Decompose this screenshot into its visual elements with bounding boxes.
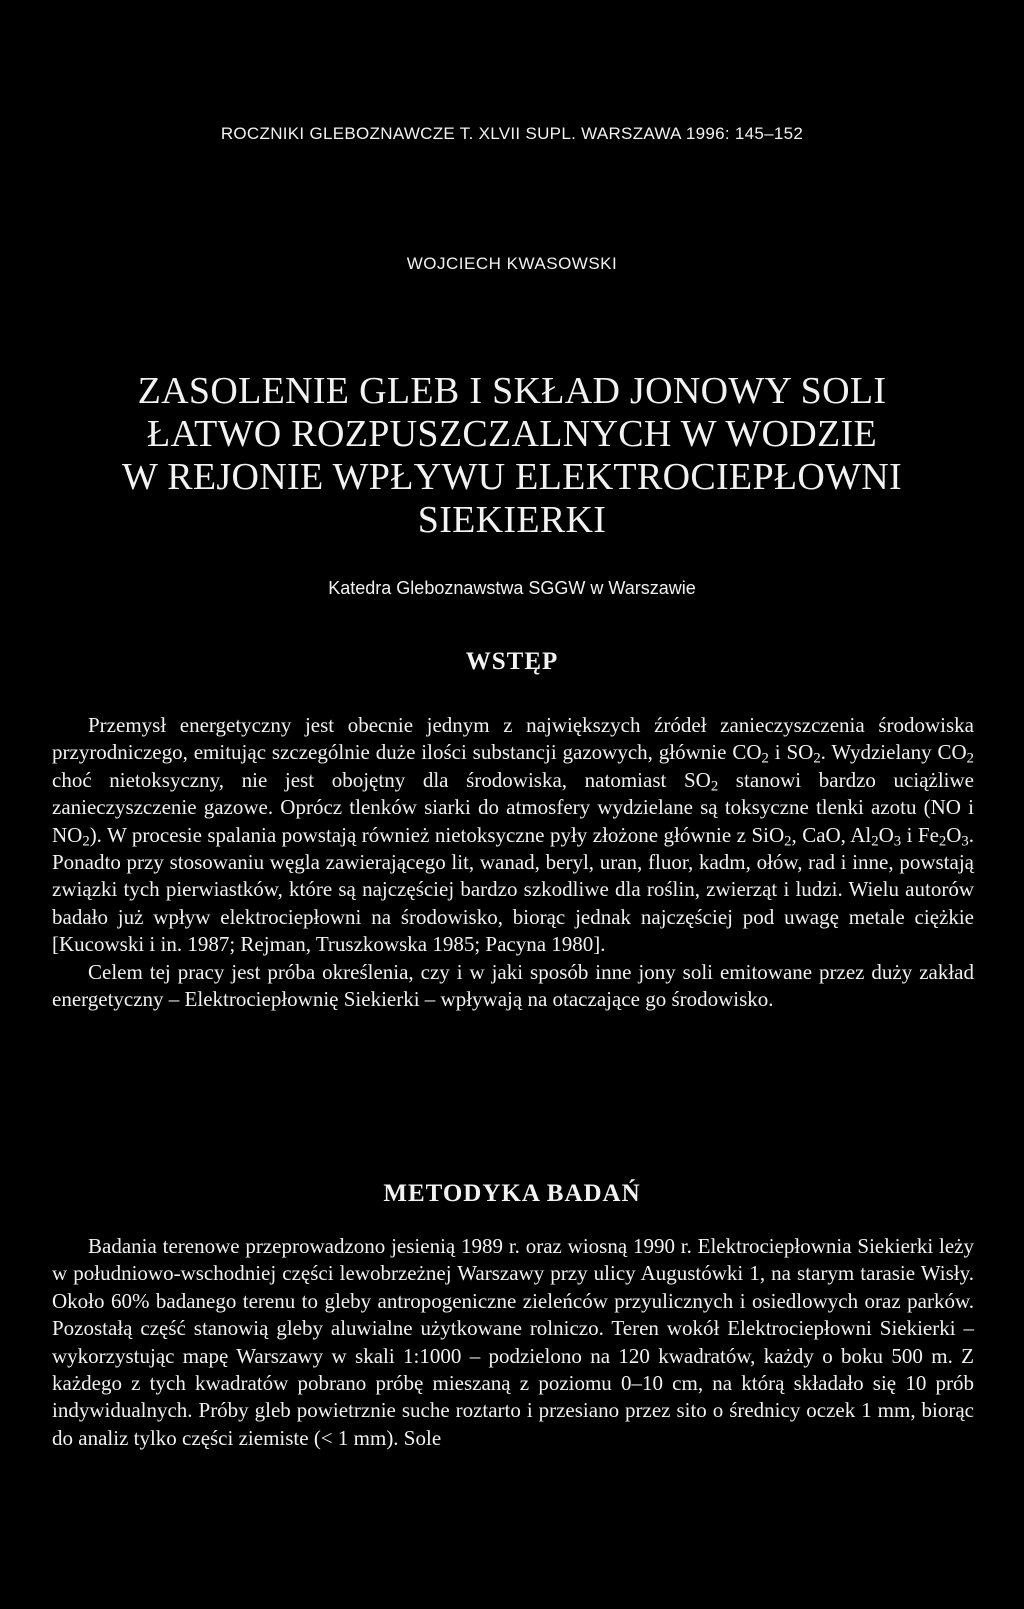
title-line: W REJONIE WPŁYWU ELEKTROCIEPŁOWNI [122, 456, 902, 498]
subscript: 2 [938, 833, 947, 850]
text-run: stanowi bardzo uciążliwe zanieczyszczenie gazowe. Oprócz tlenków siarki do atmosfery wydzielane są toksyczne tlenki azotu (NO i NO [52, 767, 975, 847]
subscript: 2 [871, 833, 879, 850]
intro-paragraph-2: Celem tej pracy jest próba określenia, czy i w jaki sposób inne jony soli emitowane przez duży zakład energetyczny – Elektrociepłownię Siekierki – wpływają na otaczające go środowisko. [52, 959, 974, 1012]
text-run: i SO [768, 740, 814, 765]
text-run: Przemysł energetyczny jest obecnie jednym z największych źródeł zanieczyszczenia środowiska przyrodniczego, emitując szczególnie duże ilości substancji gazowych, głównie CO [52, 713, 974, 765]
subscript: 3 [961, 833, 969, 850]
section-heading-methods: METODYKA BADAŃ [383, 1180, 641, 1207]
methods-section-body [52, 1233, 974, 1452]
paper-title [60, 370, 964, 542]
title-line: ZASOLENIE GLEB I SKŁAD JONOWY SOLI [137, 370, 887, 412]
intro-paragraph-1 [52, 712, 974, 959]
subscript: 2 [82, 833, 90, 850]
author-name: WOJCIECH KWASOWSKI [406, 254, 618, 273]
subscript: 2 [710, 778, 719, 795]
title-line: ŁATWO ROZPUSZCZALNYCH W WODZIE [147, 413, 877, 455]
title-line: SIEKIERKI [417, 499, 607, 541]
subscript: 3 [893, 833, 902, 850]
affiliation: Katedra Gleboznawstwa SGGW w Warszawie [328, 578, 696, 598]
text-run: ). W procesie spalania powstają również nietoksyczne pyły złożone głównie z SiO [89, 822, 785, 847]
section-heading-intro: WSTĘP [465, 648, 559, 675]
subscript: 2 [966, 751, 975, 768]
methods-paragraph-1: Badania terenowe przeprowadzono jesienią 1989 r. oraz wiosną 1990 r. Elektrociepłownia Siekierki leży w południowo-wschodniej części lewobrzeżnej Warszawy przy ulicy Augustówki 1, na starym tarasie Wisły. Około 60% badanego terenu to gleby antropogeniczne zieleńców przyulicznych i osiedlowych oraz parków. Pozostałą część stanowią gleby aluwialne użytkowane rolniczo. Teren wokół Elektrociepłowni Siekierki – wykorzystując mapę Warszawy w skali 1:1000 – podzielono na 120 kwadratów, każdy o boku 500 m. Z każdego z tych kwadratów pobrano próbę mieszaną z poziomu 0–10 cm, na którą składało się 10 prób indywidualnych. Próby gleb powietrznie suche roztarto i przesiano przez sito o średnicy oczek 1 mm, biorąc do analiz tylko części ziemiste (< 1 mm). Sole [52, 1234, 974, 1450]
text-run: choć nietoksyczny, nie jest obojętny dla środowiska, natomiast SO [52, 767, 711, 792]
text-run: . Ponadto przy stosowaniu węgla zawierającego lit, wanad, beryl, uran, fluor, kadm, ołów, rad i inne, powstają związki tych pierwiastków, które są najczęściej bardzo szkodliwe dla roślin, zwierząt i ludzi. Wielu autorów badało już wpływ elektrociepłowni na środowisko, biorąc jednak najczęściej pod uwagę metale ciężkie [Kucowski i in. 1987; Rejman, Truszkowska 1985; Pacyna 1980]. [52, 822, 974, 957]
text-run: O [946, 822, 962, 847]
text-run: i Fe [901, 822, 939, 847]
journal-header: ROCZNIKI GLEBOZNAWCZE T. XLVII SUPL. WARSZAWA 1996: 145–152 [220, 124, 804, 143]
subscript: 2 [761, 751, 769, 768]
intro-section-body [52, 712, 974, 1013]
subscript: 2 [813, 751, 821, 768]
text-run: . Wydzielany CO [820, 740, 967, 765]
text-run: O [878, 822, 894, 847]
text-run: , CaO, Al [791, 822, 872, 847]
subscript: 2 [784, 833, 792, 850]
